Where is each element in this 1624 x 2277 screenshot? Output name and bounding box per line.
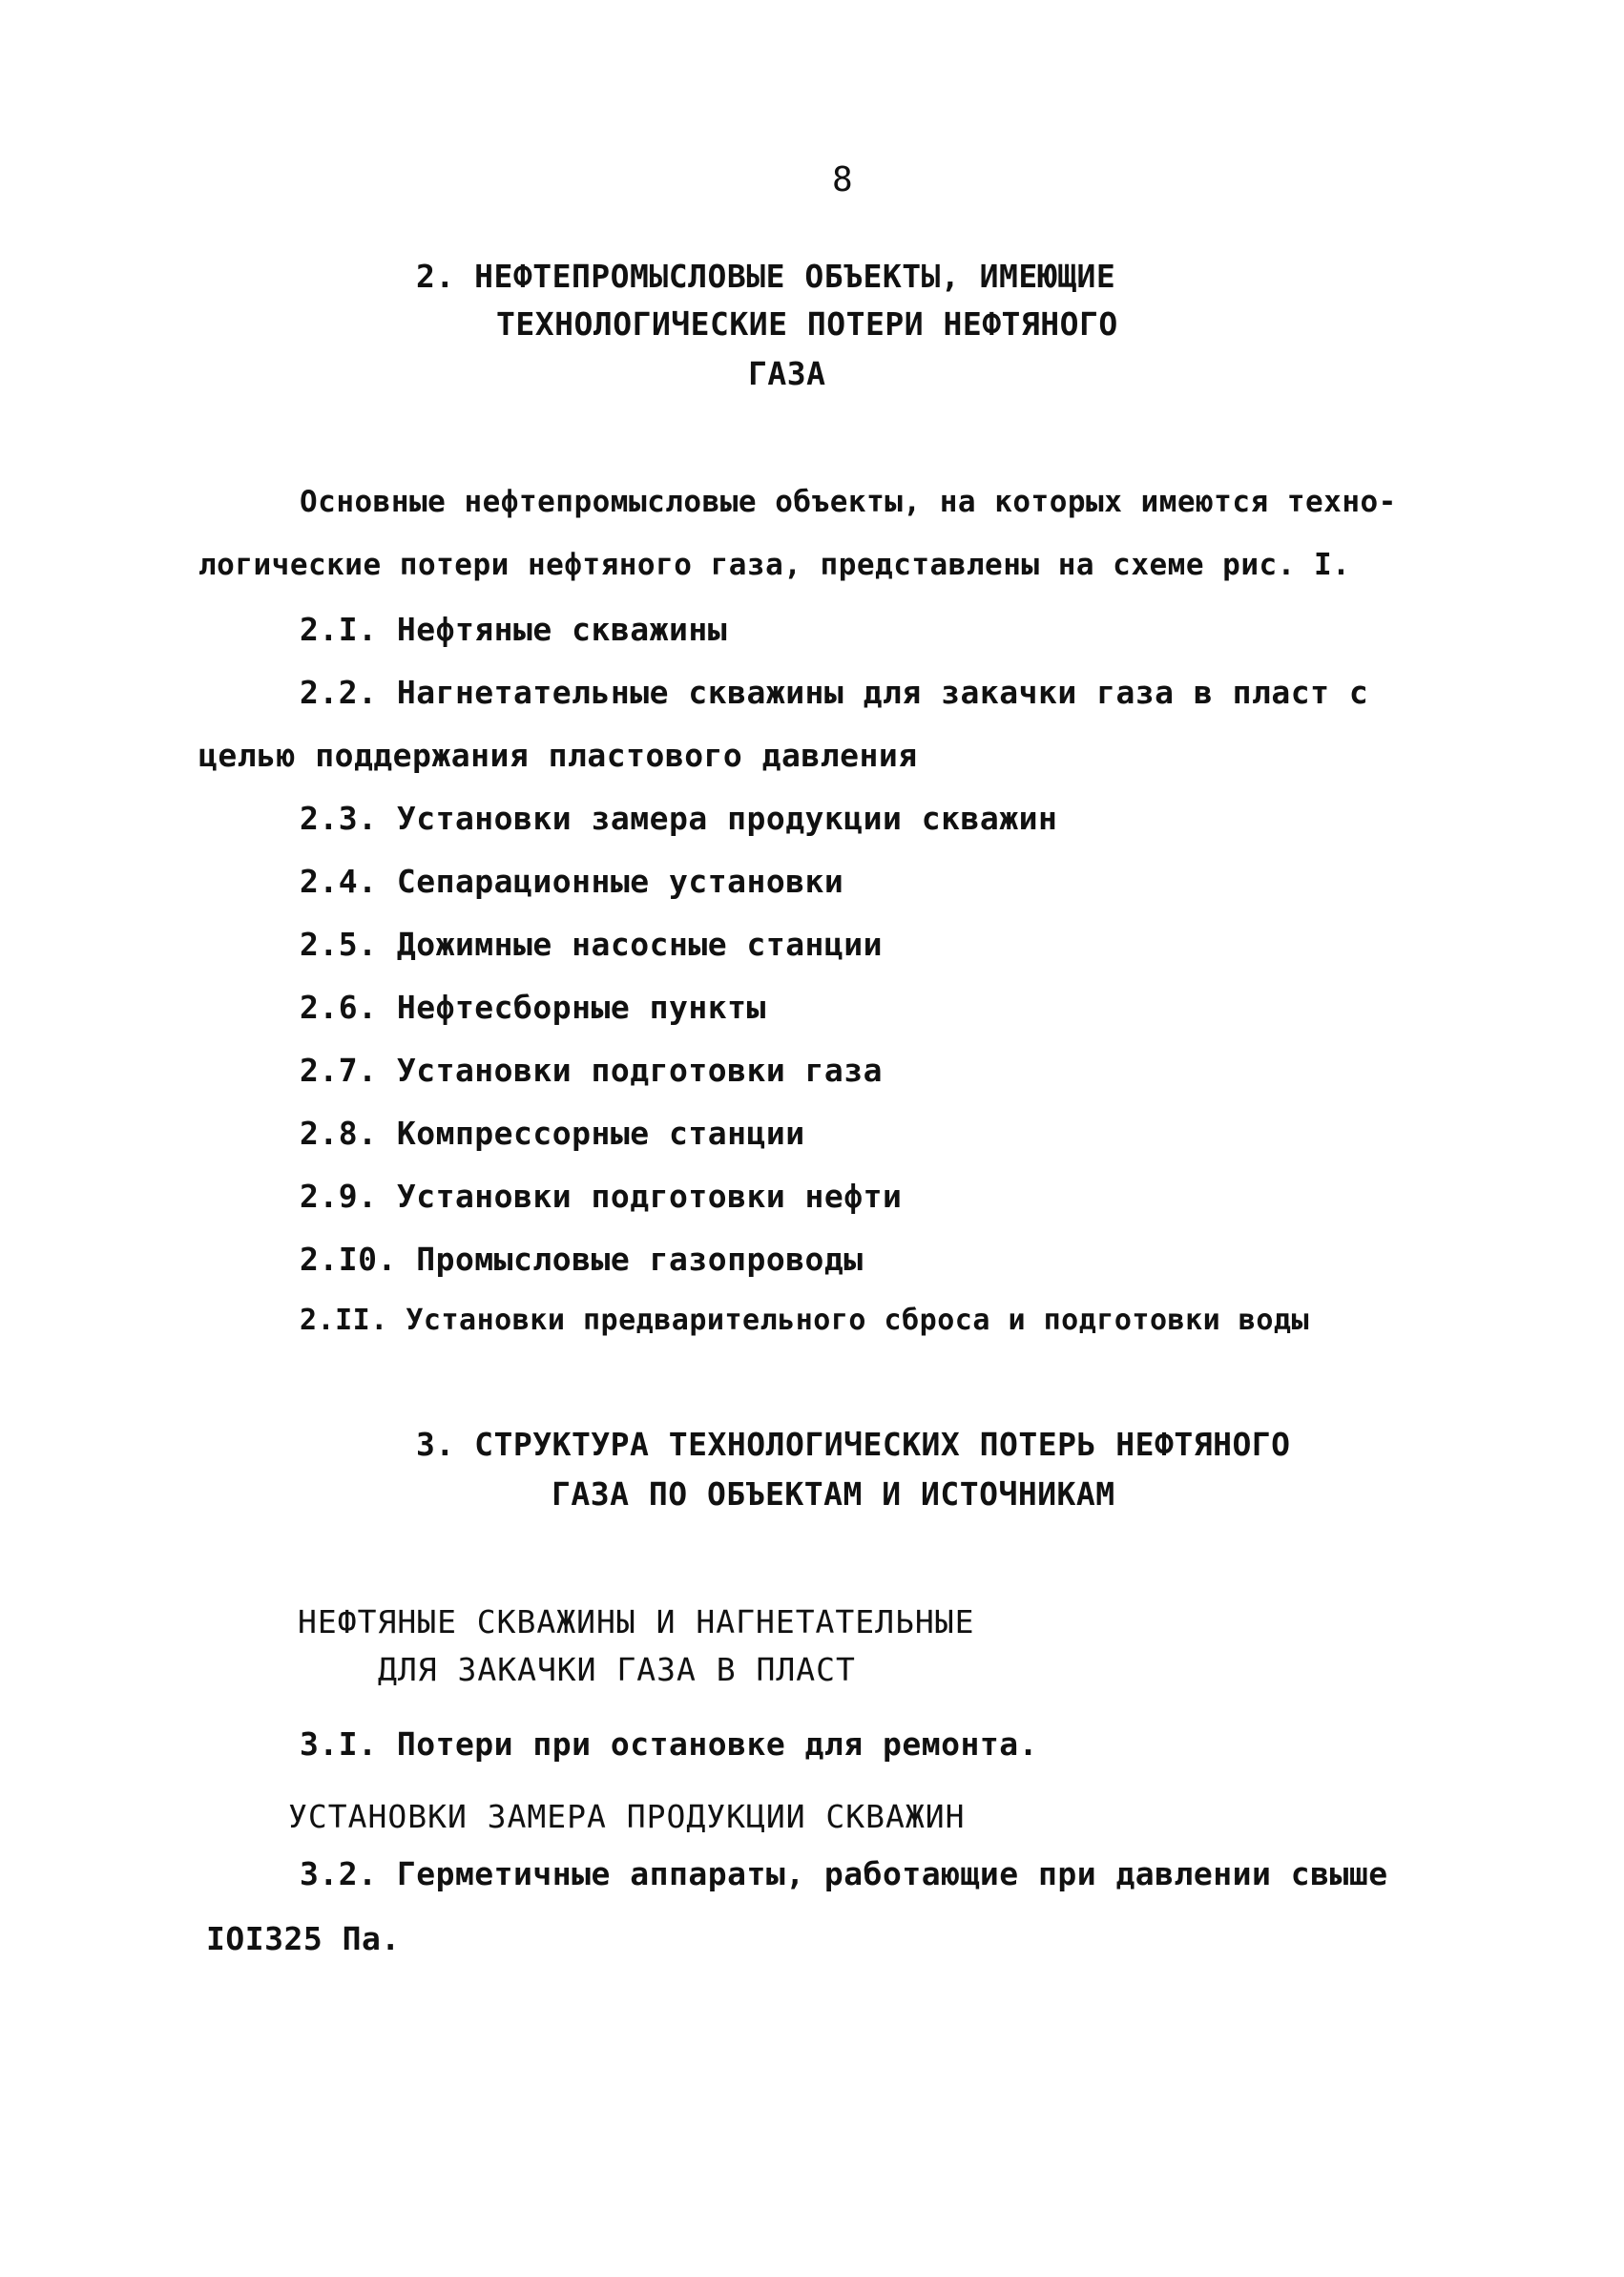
section2-item: 2.8. Компрессорные станции: [300, 1115, 805, 1152]
section3-item-3-2-line2: IOI325 Па.: [206, 1920, 401, 1957]
section2-item: 2.4. Сепарационные установки: [300, 863, 844, 900]
subsection-wells-line1: НЕФТЯНЫЕ СКВАЖИНЫ И НАГНЕТАТЕЛЬНЫЕ: [298, 1603, 975, 1640]
subsection-metering: УСТАНОВКИ ЗАМЕРА ПРОДУКЦИИ СКВАЖИН: [288, 1798, 966, 1835]
section2-intro-line1: Основные нефтепромысловые объекты, на которых имеются техно-: [300, 485, 1397, 519]
section2-intro-line2: логические потери нефтяного газа, представлены на схеме рис. I.: [198, 548, 1351, 582]
subsection-wells-line2: ДЛЯ ЗАКАЧКИ ГАЗА В ПЛАСТ: [378, 1651, 856, 1688]
section2-item: 2.9. Установки подготовки нефти: [300, 1178, 903, 1215]
section2-item: 2.6. Нефтесборные пункты: [300, 989, 766, 1026]
section3-heading-line1: 3. СТРУКТУРА ТЕХНОЛОГИЧЕСКИХ ПОТЕРЬ НЕФТЯНОГО: [416, 1426, 1291, 1463]
section2-item: 2.II. Установки предварительного сброса и подготовки воды: [300, 1304, 1310, 1337]
section2-heading-line2: ТЕХНОЛОГИЧЕСКИЕ ПОТЕРИ НЕФТЯНОГО: [496, 305, 1118, 343]
section3-item-3-1: 3.I. Потери при остановке для ремонта.: [300, 1725, 1038, 1763]
section2-heading-line1: 2. НЕФТЕПРОМЫСЛОВЫЕ ОБЪЕКТЫ, ИМЕЮЩИЕ: [416, 258, 1116, 295]
section2-item: 2.3. Установки замера продукции скважин: [300, 800, 1058, 837]
section2-item-continuation: целью поддержания пластового давления: [198, 737, 918, 774]
section2-item: 2.5. Дожимные насосные станции: [300, 926, 884, 963]
section2-item: 2.2. Нагнетательные скважины для закачки газа в пласт с: [300, 674, 1369, 711]
section3-heading-line2: ГАЗА ПО ОБЪЕКТАМ И ИСТОЧНИКАМ: [552, 1475, 1115, 1513]
section2-heading-line3: ГАЗА: [748, 355, 826, 392]
section2-item: 2.I. Нефтяные скважины: [300, 611, 728, 648]
section2-item: 2.I0. Промысловые газопроводы: [300, 1241, 864, 1278]
section3-item-3-2-line1: 3.2. Герметичные аппараты, работающие при давлении свыше: [300, 1855, 1388, 1892]
page-number: 8: [832, 160, 854, 199]
section2-item: 2.7. Установки подготовки газа: [300, 1052, 884, 1089]
